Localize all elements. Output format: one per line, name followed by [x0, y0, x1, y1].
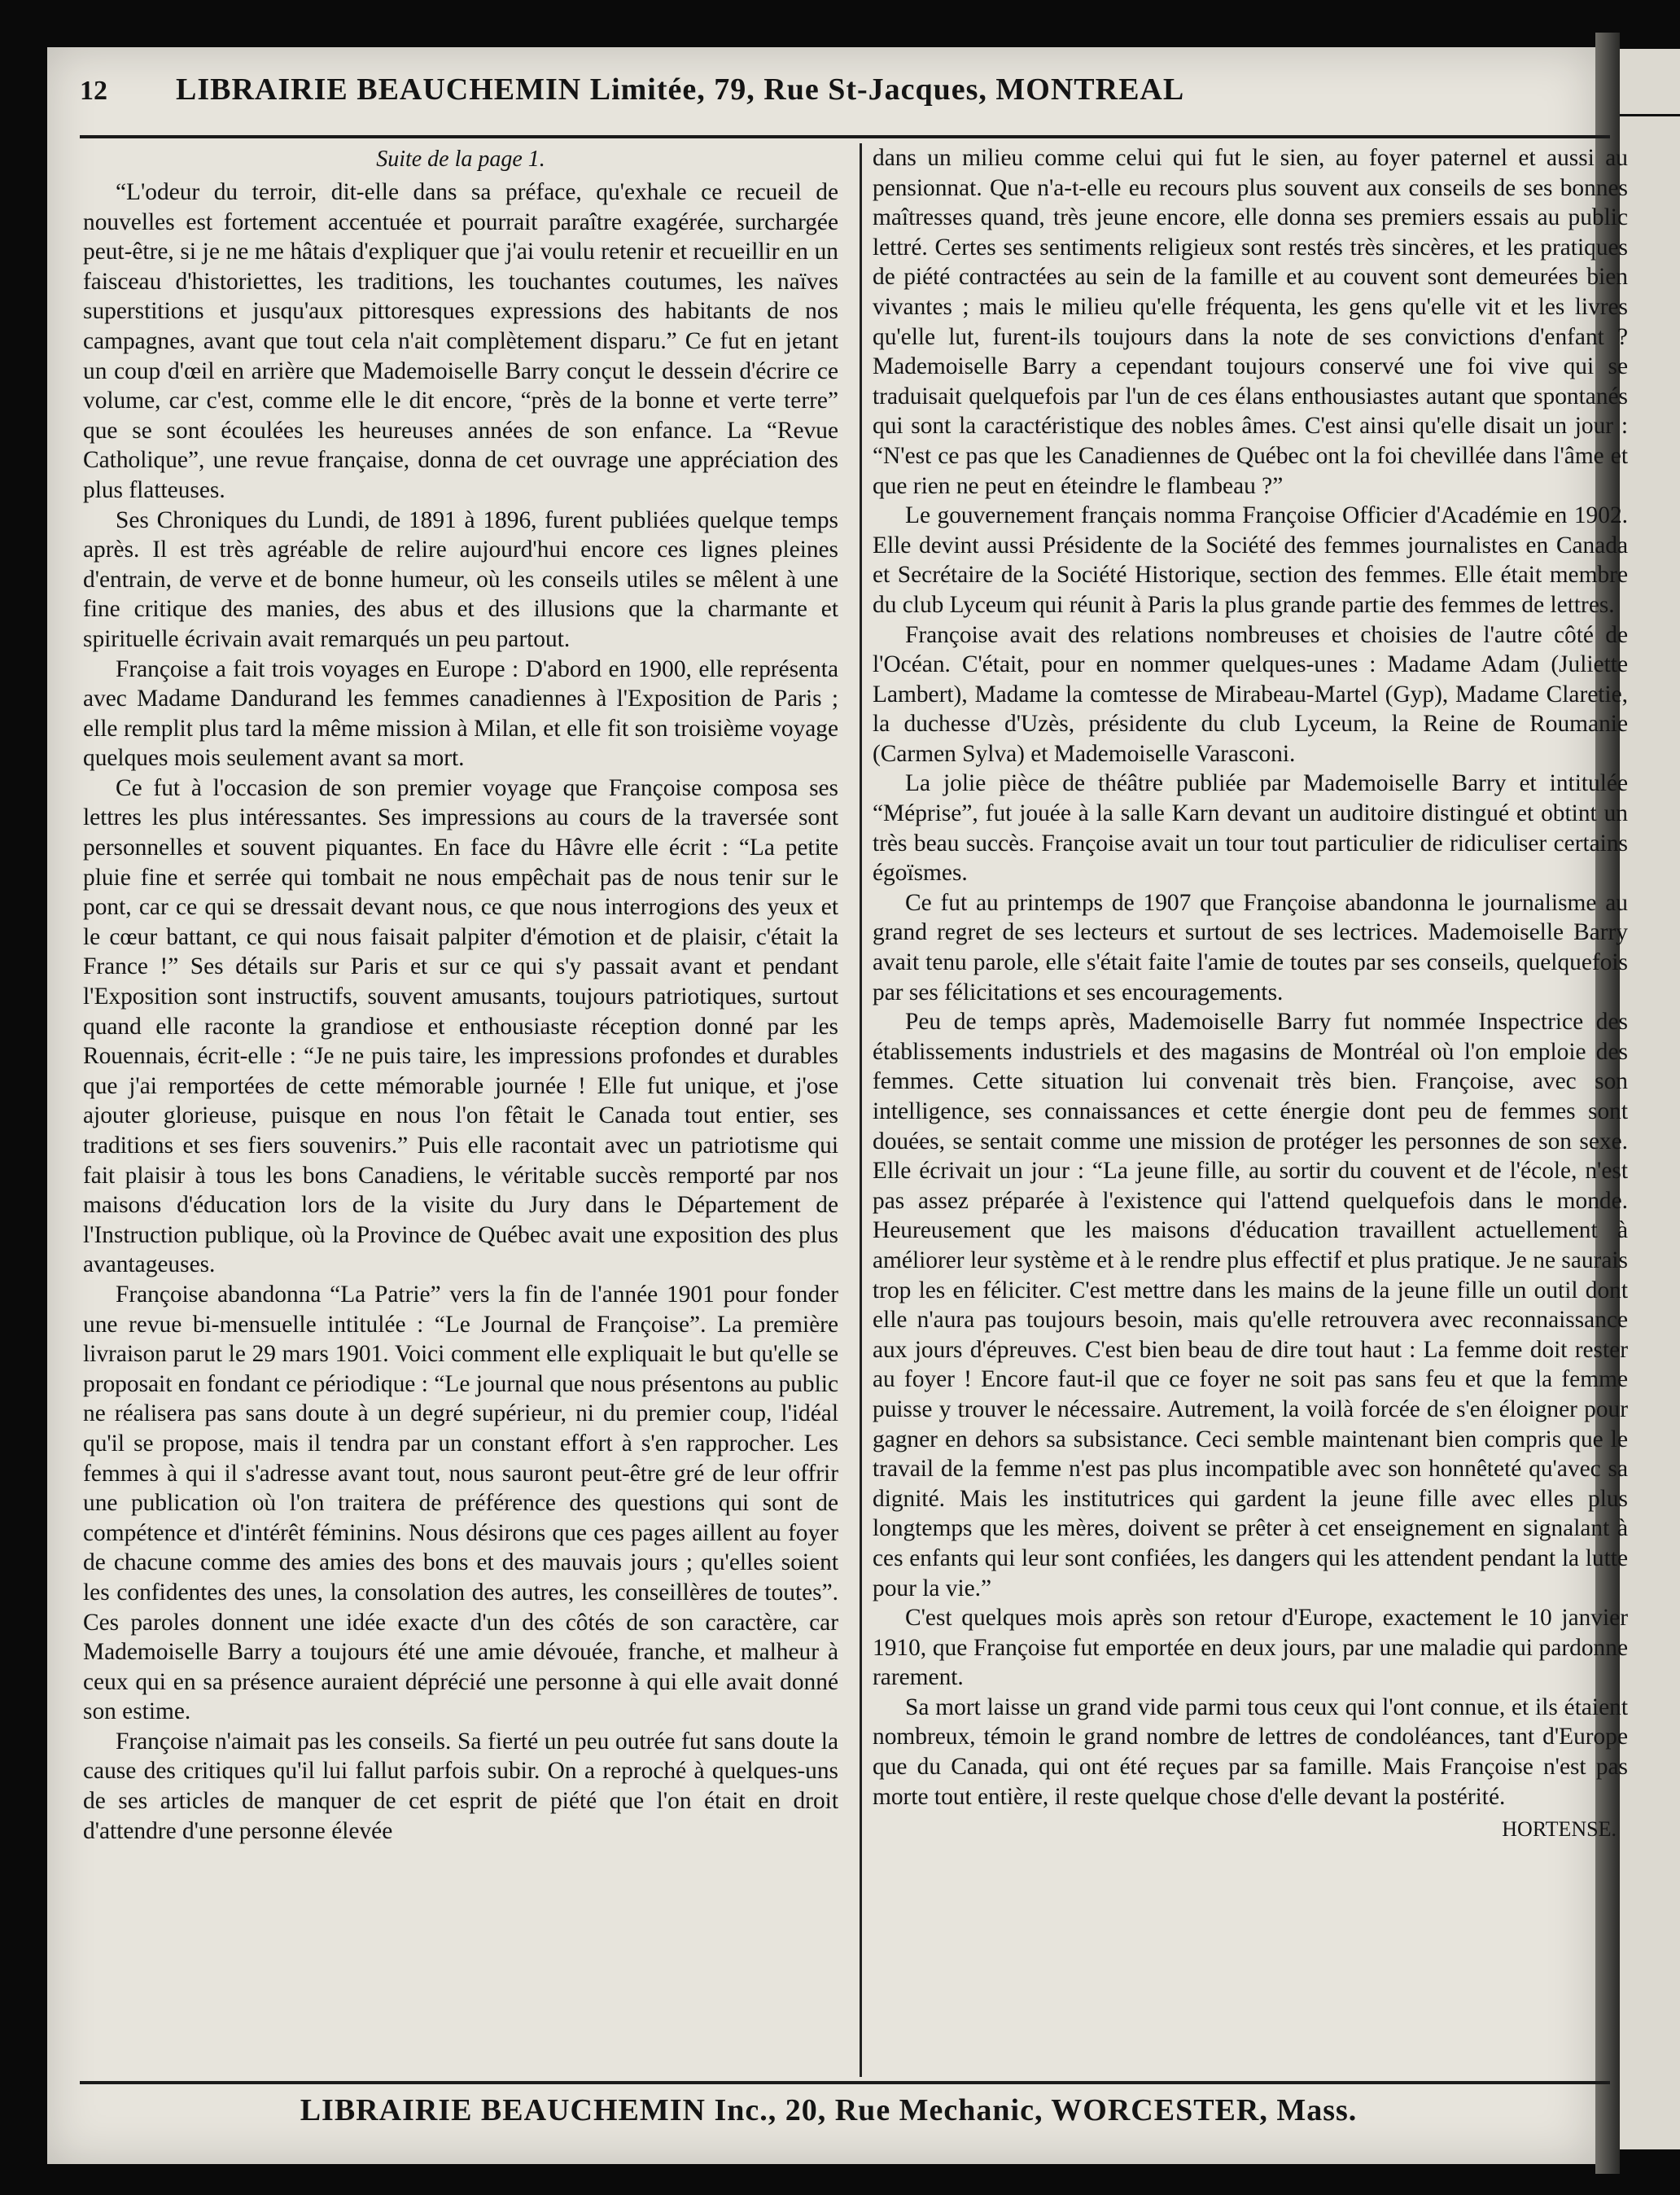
- newspaper-page: [47, 47, 1628, 2164]
- continuation-note: Suite de la page 1.: [376, 147, 545, 172]
- right-column: [873, 143, 1628, 1844]
- left-column: [83, 143, 838, 1846]
- paragraph: Peu de temps après, Mademoiselle Barry fut nommée Inspectrice des établissements industriels et des magasins de Montréal où l'on emploie des femmes. Cette situation lui convenait très bien. Françoise, avec son intelligence, ses connaissances et cette énergie dont peu de femmes sont douées, se sentait comme une mission de protéger les personnes de son sexe. Elle écrivait un jour : “La jeune fille, au sortir du couvent et de l'école, n'est pas assez préparée à l'existence qui l'attend quelquefois dans le monde. Heureusement que les maisons d'éducation travaillent actuellement à améliorer leur système et à le rendre plus effectif et plus pratique. Je ne saurais trop les en féliciter. C'est mettre dans les mains de la jeune fille un outil dont elle n'aura pas toujours besoin, mais qu'elle retrouvera avec reconnaissance aux jours d'épreuves. C'est bien beau de dire tout haut : La femme doit rester au foyer ! Encore faut-il que ce foyer ne soit pas sans feu et que la femme puisse y trouver le nécessaire. Autrement, la voilà forcée de s'en éloigner pour gagner en dehors sa subsistance. Ceci semble maintenant bien compris que le travail de la femme n'est pas plus incompatible avec son honnêteté qu'avec sa dignité. Mais les institutrices qui gardent la jeune fille avec elles plus longtemps que les mères, doivent se prêter à cet enseignement en signalant à ces enfants qui leur sont confiées, les dangers qui les attendent pendant la lutte pour la vie.”: [873, 1009, 1628, 1601]
- paragraph: Françoise n'aimait pas les conseils. Sa fierté un peu outrée fut sans doute la cause des critiques qu'il lui fallut parfois subir. On a reproché à quelques-uns de ses articles de manquer de cet esprit de piété que l'on était en droit d'attendre d'une personne élevée: [83, 1728, 838, 1844]
- page-number: 12: [80, 76, 107, 106]
- paragraph: Françoise abandonna “La Patrie” vers la fin de l'année 1901 pour fonder une revue bi-mensuelle intitulée : “Le Journal de Françoise”. La première livraison parut le 29 mars 1901. Voici comment elle expliquait le but qu'elle se proposait en fondant ce périodique : “Le journal que nous présentons au public ne réalisera pas sans doute à un degré supérieur, ni du premier coup, l'idéal qu'il se propose, mais il tendra par un constant effort à s'en rapprocher. Les femmes à qui il s'adresse avant tout, nous sauront peut-être gré de leur offrir une publication où l'on traitera de préférence des questions qui sont de compétence et d'intérêt féminins. Nous désirons que ces pages aillent au foyer de chacune comme des amies des bons et des mauvais jours ; qu'elles soient les confidentes des unes, la consolation des autres, les conseillères de toutes”. Ces paroles donnent une idée exacte d'un des côtés de son caractère, car Mademoiselle Barry a toujours été une amie dévouée, franche, et malheur à ceux qui en sa présence auraient déprécié une personne à qui elle avait donné son estime.: [83, 1281, 838, 1725]
- next-page-strip: [1620, 49, 1680, 2149]
- paragraph: Françoise a fait trois voyages en Europe : D'abord en 1900, elle représenta avec Madame Dandurand les femmes canadiennes à l'Exposition de Paris ; elle remplit plus tard la même mission à Milan, et elle fit son troisième voyage quelques mois seulement avant sa mort.: [83, 655, 838, 772]
- page-header: [80, 72, 1577, 129]
- next-page-rule: [1620, 114, 1680, 116]
- paragraph: Ses Chroniques du Lundi, de 1891 à 1896, furent publiées quelque temps après. Il est très agréable de relire aujourd'hui encore ces lignes pleines d'entrain, de verve et de bonne humeur, où les conseils utiles se mêlent à une fine critique des manies, des abus et des illusions que la charmante et spirituelle écrivain avait remarqués un peu partout.: [83, 506, 838, 652]
- paragraph: Sa mort laisse un grand vide parmi tous ceux qui l'ont connue, et ils étaient nombreux, témoin le grand nombre de lettres de condoléances, tant d'Europe que du Canada, qui ont été reçues par sa famille. Mais Françoise n'est pas morte tout entière, il reste quelque chose d'elle devant la postérité.: [873, 1693, 1628, 1810]
- paragraph: Ce fut à l'occasion de son premier voyage que Françoise composa ses lettres les plus intéressantes. Ses impressions au cours de la traversée sont personnelles et souvent piquantes. En face du Hâvre elle écrit : “La petite pluie fine et serrée qui tombait ne nous empêchait pas de nous tenir sur le pont, car ce qui se dressait devant nous, ce que nous interrogions des yeux et le cœur battant, ce qui nous faisait palpiter d'émotion et de plaisir, c'était la France !” Ses détails sur Paris et sur ce qui s'y passait avant et pendant l'Exposition sont instructifs, souvent amusants, toujours patriotiques, surtout quand elle raconte la grandiose et enthousiaste réception donné par les Rouennais, écrit-elle : “Je ne puis taire, les impressions profondes et durables que j'ai remportées de cette mémorable journée ! Elle fut unique, et j'ose ajouter glorieuse, puisque en nous l'on fêtait le Canada tout entier, ses traditions et ses fiers souvenirs.” Puis elle racontait avec un patriotisme qui fait plaisir à tous les bons Canadiens, le véritable succès remporté par nos maisons d'éducation lors de la visite du Jury dans le Département de l'Instruction publique, où la Province de Québec avait une exposition des plus avantageuses.: [83, 774, 838, 1278]
- paragraph: Le gouvernement français nomma Françoise Officier d'Académie en 1902. Elle devint aussi Présidente de la Société des femmes journalistes en Canada et Secrétaire de la Société Historique, section des femmes. Elle était membre du club Lyceum qui réunit à Paris la plus grande partie des femmes de lettres.: [873, 502, 1628, 618]
- paragraph: “L'odeur du terroir, dit-elle dans sa préface, qu'exhale ce recueil de nouvelles est fortement accentuée et pourrait paraître exagérée, surchargée peut-être, si je ne me hâtais d'expliquer que j'ai voulu retenir et recueillir en un faisceau d'historiettes, les traditions, les touchantes coutumes, les naïves superstitions et jusqu'aux pittoresques expressions des habitants de nos campagnes, avant que tout cela n'ait complètement disparu.” Ce fut en jetant un coup d'œil en arrière que Mademoiselle Barry conçut le dessein d'écrire ce volume, car c'est, comme elle le dit encore, “près de la bonne et verte terre” que se sont écoulées les heureuses années de son enfance. La “Revue Catholique”, une revue française, donna de cet ouvrage une appréciation des plus flatteuses.: [83, 179, 838, 503]
- author-signature: HORTENSE.: [1502, 1817, 1617, 1842]
- paragraph: dans un milieu comme celui qui fut le sien, au foyer paternel et aussi au pensionnat. Que n'a-t-elle eu recours plus souvent aux conseils de ses bonnes maîtresses quand, très jeune encore, elle donna ses premiers essais au public lettré. Certes ses sentiments religieux sont restés très sincères, et les pratiques de piété contractées au sein de la famille et au couvent sont demeurées bien vivantes ; mais le milieu qu'elle fréquenta, les gens qu'elle vit et les livres qu'elle lut, furent-ils toujours dans la note de ses convictions d'enfant ? Mademoiselle Barry a cependant toujours conservé une foi vive qui se traduisait quelquefois par l'un de ces élans enthousiastes autant que spontanés qui sont la caractéristique des nobles âmes. C'est ainsi qu'elle disait un jour : “N'est ce pas que les Canadiennes de Québec ont la foi chevillée dans l'âme et que rien ne peut en éteindre le flambeau ?”: [873, 145, 1628, 499]
- paragraph: Françoise avait des relations nombreuses et choisies de l'autre côté de l'Océan. C'était, pour en nommer quelques-unes : Madame Adam (Juliette Lambert), Madame la comtesse de Mirabeau-Martel (Gyp), Madame Claretie, la duchesse d'Uzès, présidente du club Lyceum, la Reine de Roumanie (Carmen Sylva) et Mademoiselle Varasconi.: [873, 621, 1628, 767]
- header-title: LIBRAIRIE BEAUCHEMIN Limitée, 79, Rue St-Jacques, MONTREAL: [176, 72, 1185, 107]
- paragraph: La jolie pièce de théâtre publiée par Mademoiselle Barry et intitulée “Méprise”, fut jouée à la salle Karn devant un auditoire distingué et obtint un très beau succès. Françoise avait un tour tout particulier de ridiculiser certains égoïsmes.: [873, 770, 1628, 887]
- footer-rule: [80, 2081, 1610, 2084]
- header-rule: [80, 135, 1610, 138]
- paragraph: C'est quelques mois après son retour d'Europe, exactement le 10 janvier 1910, que Françoise fut emportée en deux jours, par une maladie qui pardonne rarement.: [873, 1605, 1628, 1691]
- column-divider: [860, 143, 862, 2077]
- page-footer: LIBRAIRIE BEAUCHEMIN Inc., 20, Rue Mechanic, WORCESTER, Mass.: [300, 2093, 1358, 2127]
- paragraph: Ce fut au printemps de 1907 que Françoise abandonna le journalisme au grand regret de ses lecteurs et surtout de ses lectrices. Mademoiselle Barry avait tenu parole, elle s'était faite l'amie de toutes par ses conseils, quelquefois par ses félicitations et ses encouragements.: [873, 889, 1628, 1005]
